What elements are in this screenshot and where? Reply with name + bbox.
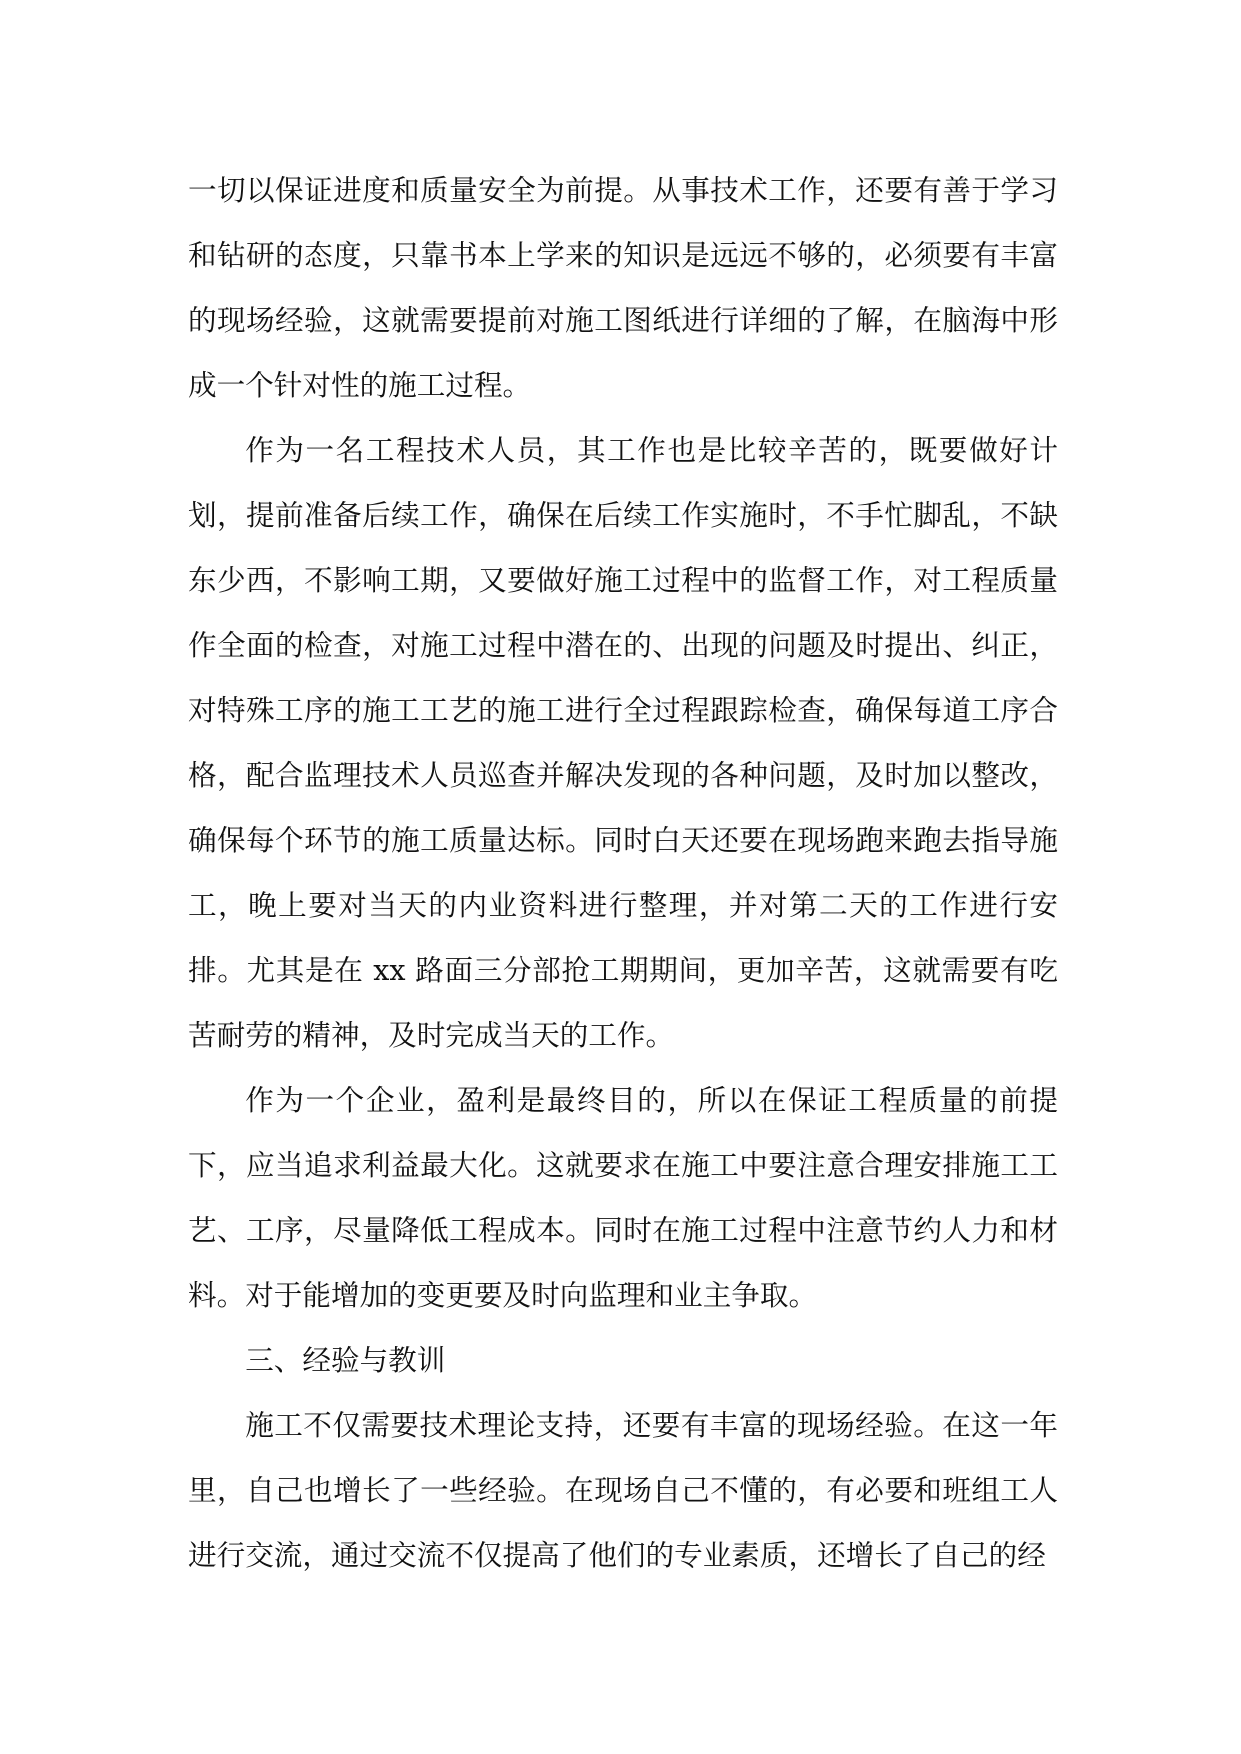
- paragraph: 作为一名工程技术人员，其工作也是比较辛苦的，既要做好计划，提前准备后续工作，确保在后续工作实施时，不手忙脚乱，不缺东少西，不影响工期，又要做好施工过程中的监督工作，对工程质量作全面的检查，对施工过程中潜在的、出现的问题及时提出、纠正，对特殊工序的施工工艺的施工进行全过程跟踪检查，确保每道工序合格，配合监理技术人员巡查并解决发现的各种问题，及时加以整改，确保每个环节的施工质量达标。同时白天还要在现场跑来跑去指导施工，晚上要对当天的内业资料进行整理，并对第二天的工作进行安排。尤其是在 xx 路面三分部抢工期期间，更加辛苦，这就需要有吃苦耐劳的精神，及时完成当天的工作。: [188, 433, 1058, 1052]
- paragraph: 施工不仅需要技术理论支持，还要有丰富的现场经验。在这一年里，自己也增长了一些经验。在现场自己不懂的，有必要和班组工人进行交流，通过交流不仅提高了他们的专业素质，还增长了自己的经: [188, 1408, 1058, 1572]
- paragraph: 作为一个企业，盈利是最终目的，所以在保证工程质量的前提下，应当追求利益最大化。这就要求在施工中要注意合理安排施工工艺、工序，尽量降低工程成本。同时在施工过程中注意节约人力和材料。对于能增加的变更要及时向监理和业主争取。: [188, 1083, 1058, 1312]
- document-body: [188, 158, 1058, 1588]
- paragraph: 一切以保证进度和质量安全为前提。从事技术工作，还要有善于学习和钻研的态度，只靠书本上学来的知识是远远不够的，必须要有丰富的现场经验，这就需要提前对施工图纸进行详细的了解，在脑海中形成一个针对性的施工过程。: [188, 173, 1058, 402]
- section-heading: 三、经验与教训: [245, 1343, 446, 1377]
